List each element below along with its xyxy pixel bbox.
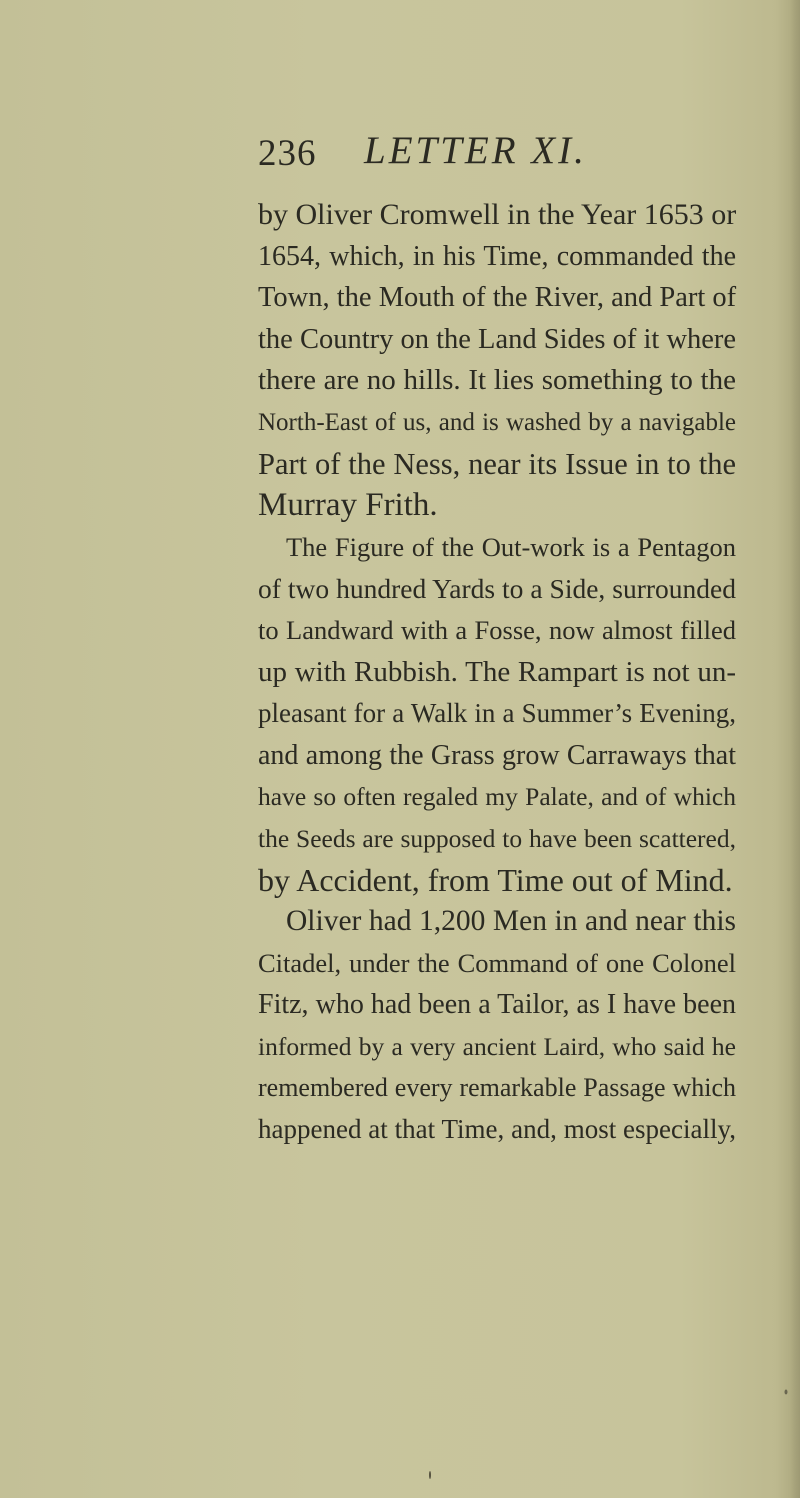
text-line: and among the Grass grow Carraways that bbox=[258, 739, 736, 771]
ink-speck bbox=[785, 1390, 788, 1395]
text-line: by Oliver Cromwell in the Year 1653 or bbox=[258, 198, 737, 231]
text-line: Town, the Mouth of the River, and Part of bbox=[258, 282, 737, 314]
text-line: Murray Frith. bbox=[258, 487, 438, 524]
text-line: the Country on the Land Sides of it where bbox=[258, 323, 737, 355]
text-line: 1654, which, in his Time, commanded the bbox=[258, 240, 736, 272]
text-line: happened at that Time, and, most especially, bbox=[258, 1114, 736, 1145]
text-line: Part of the Ness, near its Issue in to the bbox=[258, 446, 736, 481]
text-line: by Accident, from Time out of Mind. bbox=[258, 861, 733, 898]
text-line: to Landward with a Fosse, now almost filled bbox=[258, 614, 736, 645]
text-line: informed by a very ancient Laird, who said he bbox=[258, 1031, 736, 1061]
running-head: LETTER XI. bbox=[364, 129, 587, 172]
text-line: Fitz, who had been a Tailor, as I have been bbox=[258, 989, 736, 1021]
text-line: there are no hills. It lies something to the bbox=[258, 364, 736, 397]
text-line: pleasant for a Walk in a Summer’s Evening, bbox=[258, 698, 736, 729]
page-number: 236 bbox=[258, 133, 317, 174]
text-line: Citadel, under the Command of one Colonel bbox=[258, 947, 736, 978]
text-line: of two hundred Yards to a Side, surrounded bbox=[258, 573, 736, 605]
ink-speck bbox=[429, 1471, 431, 1479]
text-line: North-East of us, and is washed by a navigable bbox=[258, 408, 736, 436]
text-line: The Figure of the Out-work is a Pentagon bbox=[286, 531, 736, 562]
text-line: remembered every remarkable Passage which bbox=[258, 1073, 736, 1103]
text-line: have so often regaled my Palate, and of which bbox=[258, 782, 736, 812]
text-line: up with Rubbish. The Rampart is not un- bbox=[258, 655, 736, 688]
text-line: Oliver had 1,200 Men in and near this bbox=[286, 905, 736, 938]
text-line: the Seeds are supposed to have been scattered, bbox=[258, 823, 736, 853]
